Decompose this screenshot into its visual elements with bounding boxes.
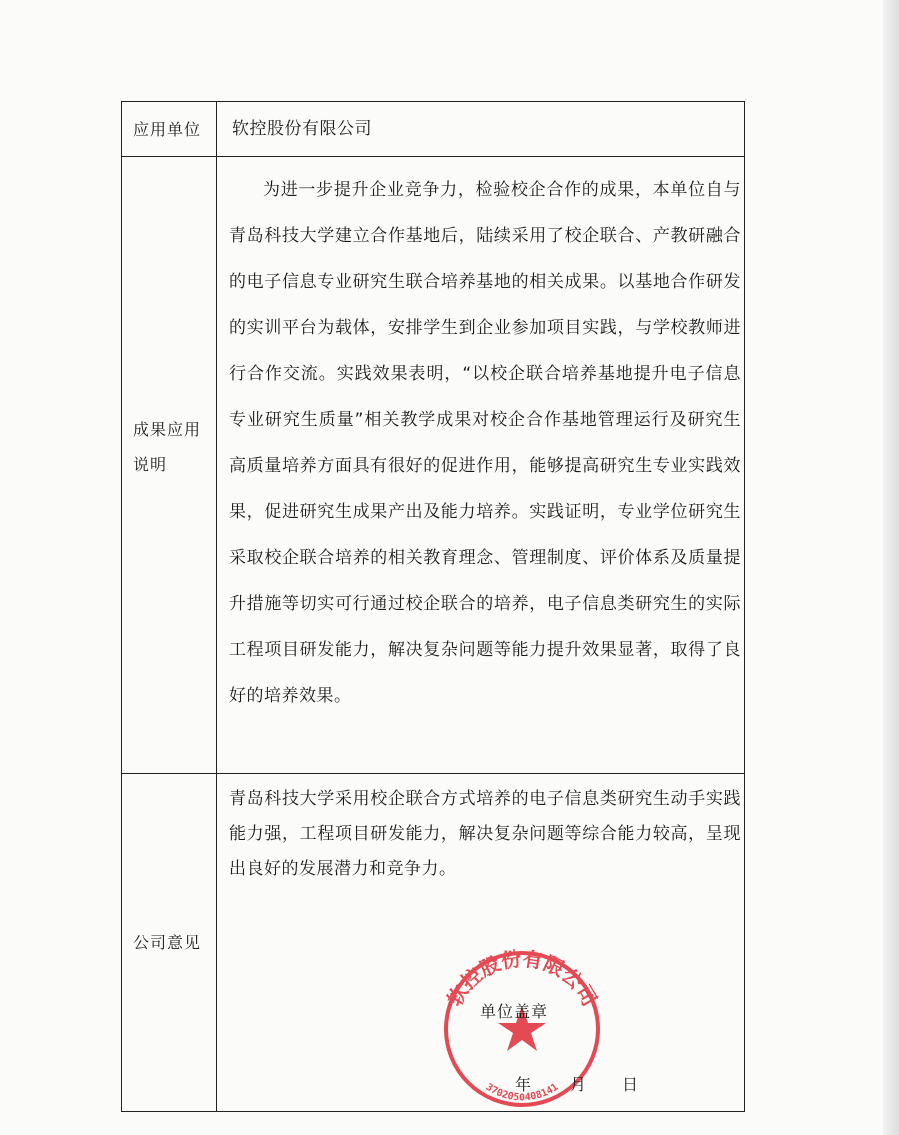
application-description-label-line: 说明 <box>133 455 168 474</box>
table-column-divider <box>216 102 217 1111</box>
table-row-divider <box>122 773 744 774</box>
application-description-text: 为进一步提升企业竞争力，检验校企合作的成果，本单位自与青岛科技大学建立合作基地后，陆续采用了校企联合、产教研融合的电子信息专业研究生联合培养基地的相关成果。以基地合作研发的实训平台为载体，安排学生到企业参加项目实践，与学校教师进行合作交流。实践效果表明，“以校企联合培养基地提升电子信息专业研究生质量”相关教学成果对校企合作基地管理运行及研究生高质量培养方面具有很好的促进作用，能够提高研究生专业实践效果，促进研究生成果产出及能力培养。实践证明，专业学位研究生采取校企联合培养的相关教育理念、管理制度、评价体系及质量提升措施等切实可行通过校企联合的培养，电子信息类研究生的实际工程项目研发能力，解决复杂问题等能力提升效果显著，取得了良好的培养效果。 <box>229 180 741 706</box>
date-month-label: 月 <box>570 1075 587 1094</box>
page-right-edge <box>883 0 899 1135</box>
application-form-table <box>121 101 745 1112</box>
date-year-label: 年 <box>515 1075 532 1094</box>
seal-registration-number: 3702050408141 <box>483 1081 561 1104</box>
table-row-divider <box>122 156 744 157</box>
application-unit-label: 应用单位 <box>133 120 202 139</box>
date-day-label: 日 <box>622 1075 639 1094</box>
company-opinion-text: 青岛科技大学采用校企联合方式培养的电子信息类研究生动手实践能力强，工程项目研发能力，解决复杂问题等综合能力较高，呈现出良好的发展潜力和竞争力。 <box>229 789 741 879</box>
seal-company-name: 软控股份有限公司 <box>442 946 602 1011</box>
application-description-label-line: 成果应用 <box>133 420 202 439</box>
application-description-label <box>122 416 216 478</box>
seal-label: 单位盖章 <box>480 1002 549 1021</box>
company-opinion-label: 公司意见 <box>133 933 202 952</box>
application-unit-value: 软控股份有限公司 <box>232 119 372 139</box>
